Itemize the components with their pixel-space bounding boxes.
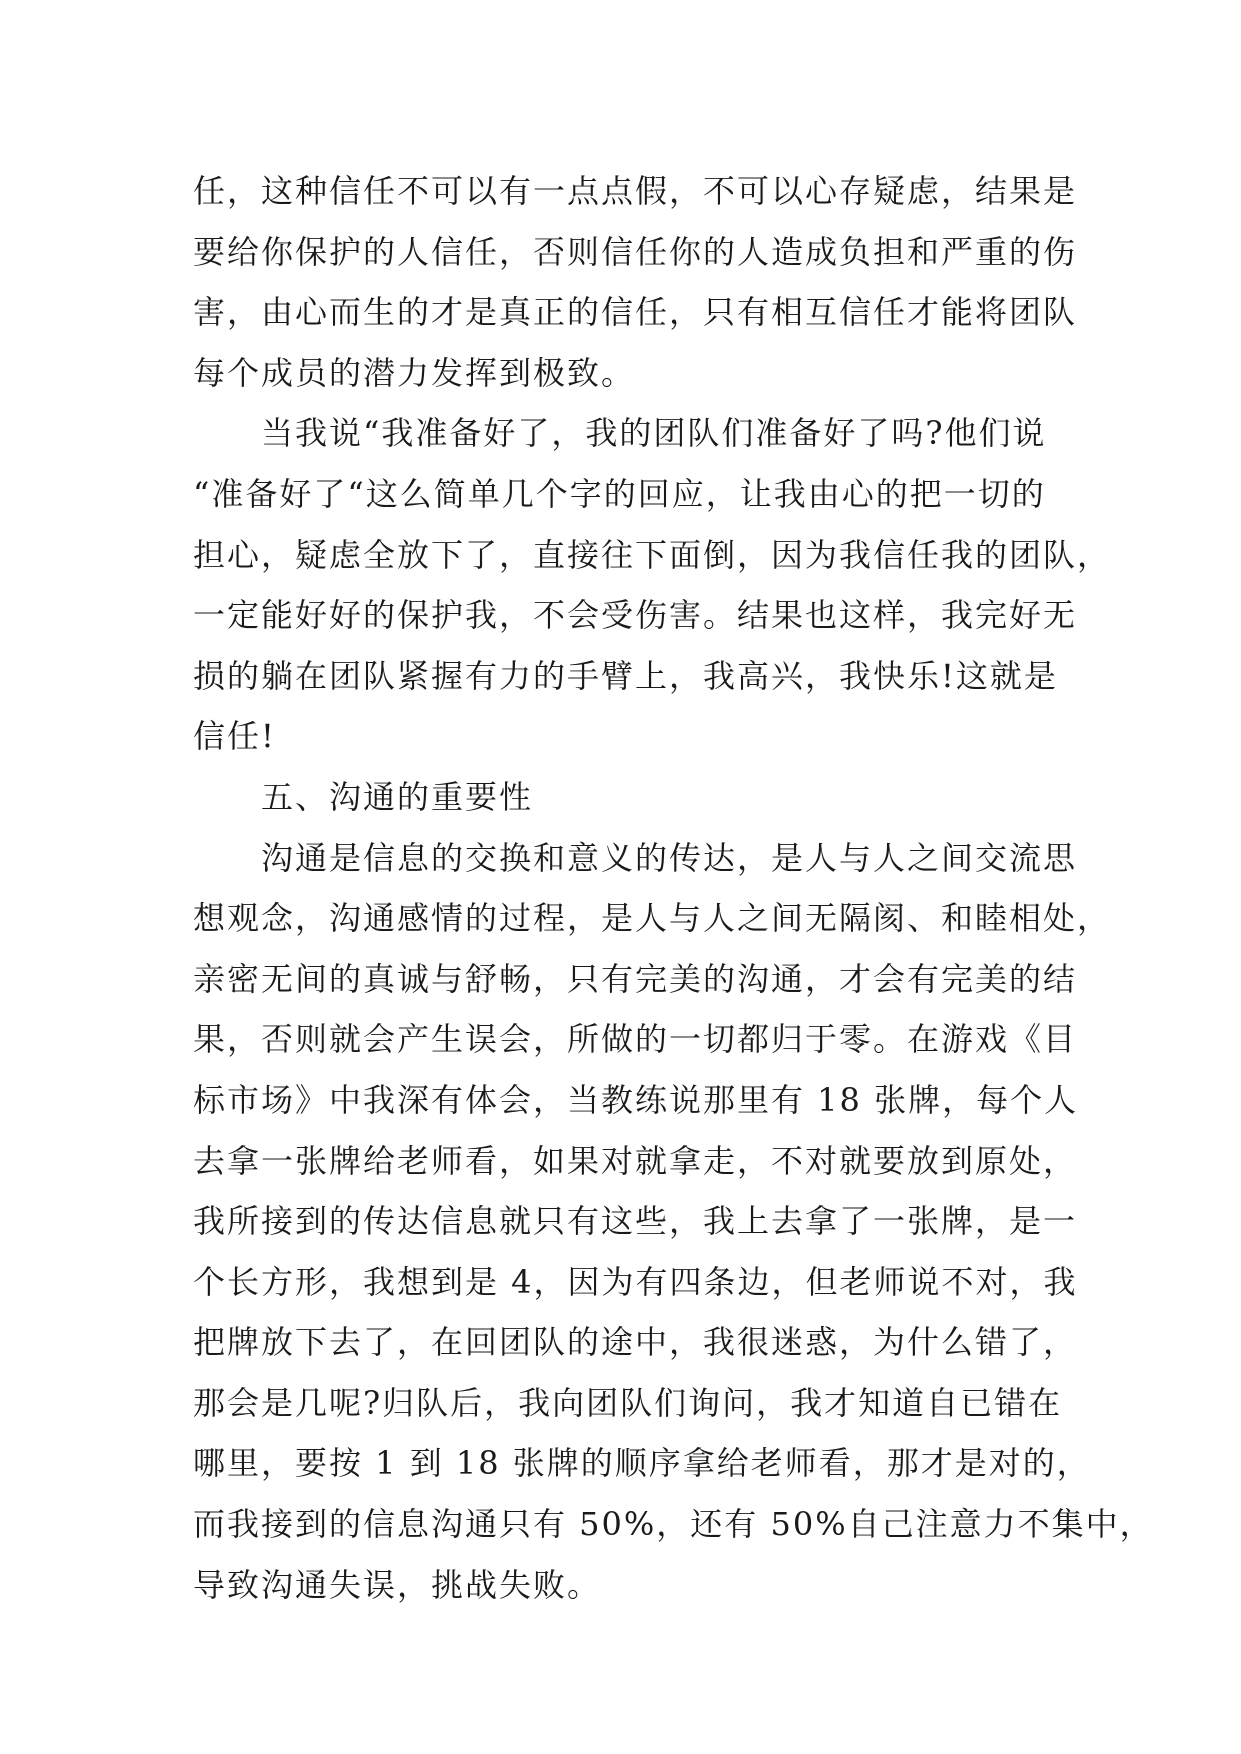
text-line: 当我说“我准备好了，我的团队们准备好了吗?他们说 <box>193 414 1047 453</box>
body-text <box>193 161 1154 1615</box>
text-line: 亲密无间的真诚与舒畅，只有完美的沟通，才会有完美的结 <box>193 959 1078 998</box>
text-line: 害，由心而生的才是真正的信任，只有相互信任才能将团队 <box>193 293 1078 332</box>
text-line: 一定能好好的保护我，不会受伤害。结果也这样，我完好无 <box>193 596 1078 635</box>
text-line: 那会是几呢?归队后，我向团队们询问，我才知道自已错在 <box>193 1383 1063 1422</box>
text-line: 损的躺在团队紧握有力的手臂上，我高兴，我快乐!这就是 <box>193 656 1058 695</box>
text-line: 想观念，沟通感情的过程，是人与人之间无隔阂、和睦相处， <box>193 899 1112 938</box>
text-line: 导致沟通失误，挑战失败。 <box>193 1565 602 1604</box>
text-line: 标市场》中我深有体会，当教练说那里有 18 张牌，每个人 <box>193 1080 1079 1119</box>
text-line: 哪里，要按 1 到 18 张牌的顺序拿给老师看，那才是对的， <box>193 1444 1091 1483</box>
text-line: 每个成员的潜力发挥到极致。 <box>193 353 636 392</box>
text-line: 果，否则就会产生误会，所做的一切都归于零。在游戏《目 <box>193 1020 1078 1059</box>
text-line: 我所接到的传达信息就只有这些，我上去拿了一张牌，是一 <box>193 1202 1078 1241</box>
text-line: 任，这种信任不可以有一点点假，不可以心存疑虑，结果是 <box>193 172 1078 210</box>
text-line: 而我接到的信息沟通只有 50%，还有 50%自己注意力不集中， <box>193 1505 1154 1544</box>
section-heading: 五、沟通的重要性 <box>193 777 534 816</box>
text-line: 信任! <box>193 717 276 756</box>
text-line: 要给你保护的人信任，否则信任你的人造成负担和严重的伤 <box>193 232 1078 271</box>
text-line: 担心，疑虑全放下了，直接往下面倒，因为我信任我的团队， <box>193 535 1112 574</box>
text-line: 个长方形，我想到是 4，因为有四条边，但老师说不对，我 <box>193 1262 1078 1301</box>
text-line: 沟通是信息的交换和意义的传达，是人与人之间交流思 <box>193 838 1078 877</box>
text-line: 去拿一张牌给老师看，如果对就拿走，不对就要放到原处， <box>193 1141 1078 1180</box>
text-line: “准备好了“这么简单几个字的回应，让我由心的把一切的 <box>193 474 1046 513</box>
text-line: 把牌放下去了，在回团队的途中，我很迷惑，为什么错了， <box>193 1323 1078 1362</box>
